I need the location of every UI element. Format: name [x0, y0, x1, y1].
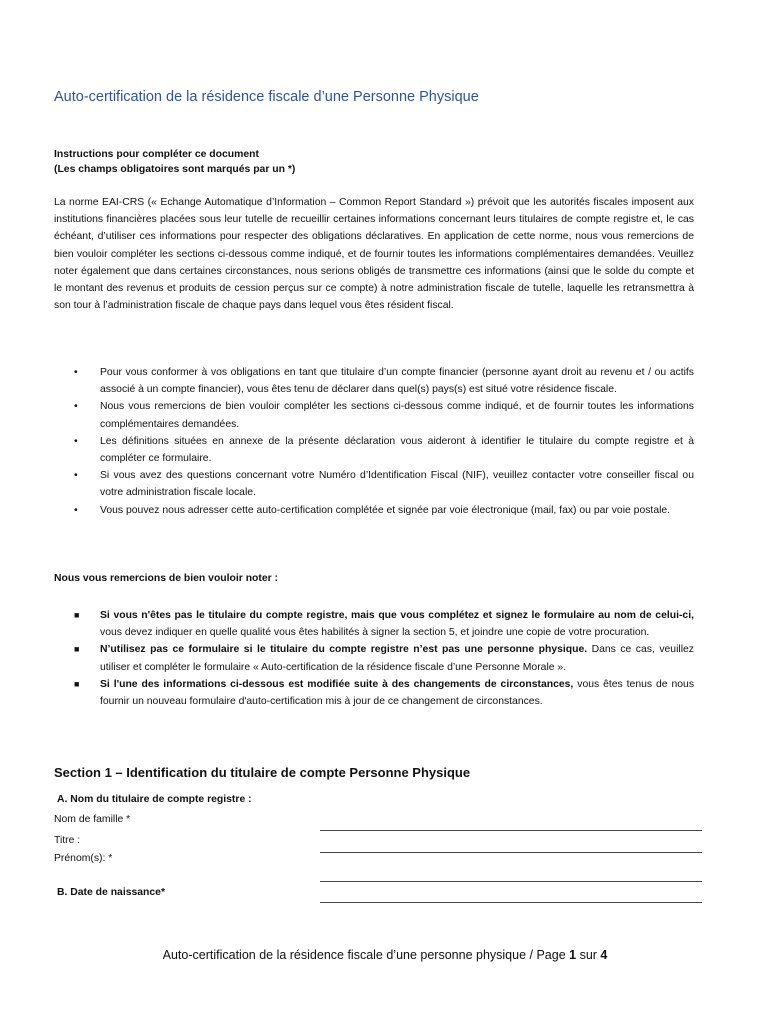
subsection-b-heading: B. Date de naissance*	[57, 887, 165, 898]
square-bullet-icon: ■	[74, 610, 80, 620]
nom-de-famille-field[interactable]	[320, 830, 702, 831]
titre-field[interactable]	[320, 852, 702, 853]
document-title: Auto-certification de la résidence fiscale d’une Personne Physique	[54, 89, 479, 105]
instructions-line2: (Les champs obligatoires sont marqués par un *)	[54, 164, 296, 175]
notes-list	[72, 607, 694, 710]
instructions-heading	[54, 147, 295, 177]
footer-text: Auto-certification de la résidence fiscale d’une personne physique / Page	[162, 948, 570, 962]
note-bold: Si l'une des informations ci-dessous est modifiée suite à des changements de circonstances,	[100, 678, 574, 690]
instructions-bullet-list	[72, 364, 694, 519]
bullet-icon: •	[74, 435, 78, 447]
bullet-text: Si vous avez des questions concernant votre Numéro d’Identification Fiscal (NIF), veuillez contacter votre conseiller fiscal ou votre administration fiscale locale.	[100, 470, 694, 499]
intro-paragraph: La norme EAI-CRS (« Echange Automatique d’Information – Common Report Standard ») prévoit que les autorités fiscales imposent aux institutions financières placées sous leur tutelle de recueillir certaines informations concernant leurs titulaires de compte registre et, le cas échéant, d’utiliser ces informations pour respecter des obligations déclaratives. En application de cette norme, nous vous remercions de bien vouloir compléter les sections ci-dessous comme indiqué, et de fournir toutes les informations complémentaires demandées. Veuillez noter également que dans certaines circonstances, nous serions obligés de transmettre ces informations (ainsi que le solde du compte et le montant des revenus et produits de cession perçus sur ce compte) à notre administration fiscale de tutelle, laquelle les retransmettra à son tour à l’administration fiscale de chaque pays dans lequel vous êtes résident fiscal.	[54, 197, 694, 312]
note-text: vous êtes tenus de nous fournir un nouveau formulaire d'auto-certification mis à jour de ce changement de circonstances.	[100, 678, 695, 708]
bullet-text: Pour vous conformer à vos obligations en tant que titulaire d’un compte financier (personne ayant droit au revenu et / ou actifs associé à un compte financier), vous êtes tenu de déclarer dans quel(s) pays(s) est situé votre résidence fiscale.	[100, 367, 694, 396]
bullet-item	[72, 364, 694, 398]
footer-page-total: 4	[600, 948, 608, 962]
bullet-item	[72, 398, 694, 432]
note-bold: Si vous n'êtes pas le titulaire du compte registre, mais que vous complétez et signez le formulaire au nom de celui-ci,	[100, 610, 694, 621]
bullet-text: Les définitions situées en annexe de la présente déclaration vous aideront à identifier le titulaire du compte registre et à compléter ce formulaire.	[100, 435, 694, 465]
note-item	[72, 607, 694, 641]
date-de-naissance-field[interactable]	[320, 902, 702, 903]
titre-label: Titre :	[54, 835, 81, 846]
note-bold: N’utilisez pas ce formulaire si le titulaire du compte registre n’est pas une personne physique.	[100, 644, 588, 656]
bullet-icon: •	[74, 367, 78, 378]
note-item	[72, 641, 694, 675]
square-bullet-icon: ■	[74, 678, 80, 689]
section-1-title: Section 1 – Identification du titulaire de compte Personne Physique	[54, 765, 471, 780]
note-item	[72, 676, 694, 710]
note-heading: Nous vous remercions de bien vouloir noter :	[54, 573, 279, 584]
subsection-a-heading: A. Nom du titulaire de compte registre :	[57, 794, 252, 805]
note-text: Dans ce cas, veuillez utiliser et compléter le formulaire « Auto-certification de la résidence fiscale d’une Personne Morale ».	[100, 644, 694, 673]
bullet-icon: •	[74, 504, 78, 516]
bullet-text: Nous vous remercions de bien vouloir compléter les sections ci-dessous comme indiqué, et de fournir toutes les informations complémentaires demandées.	[100, 401, 694, 430]
prenom-label: Prénom(s): *	[54, 853, 113, 864]
footer-sur: sur	[576, 948, 601, 962]
page-footer	[0, 948, 770, 962]
bullet-icon: •	[74, 470, 78, 482]
square-bullet-icon: ■	[74, 644, 80, 655]
bullet-item	[72, 467, 694, 501]
note-text: vous devez indiquer en quelle qualité vous êtes habilités à signer la section 5, et joindre une copie de votre procuration.	[100, 627, 650, 639]
bullet-item	[72, 502, 694, 519]
bullet-item	[72, 433, 694, 467]
footer-page-number: 1	[569, 948, 577, 962]
instructions-line1: Instructions pour compléter ce document	[54, 149, 259, 160]
prenom-field[interactable]	[320, 881, 702, 882]
bullet-text: Vous pouvez nous adresser cette auto-certification complétée et signée par voie électronique (mail, fax) ou par voie postale.	[100, 504, 671, 516]
nom-de-famille-label: Nom de famille *	[54, 814, 131, 825]
bullet-icon: •	[74, 401, 78, 413]
